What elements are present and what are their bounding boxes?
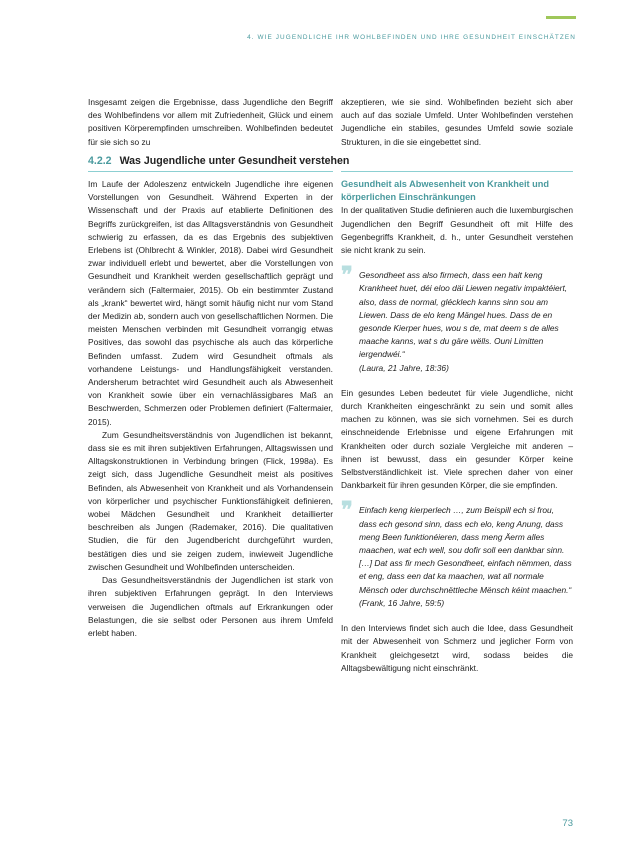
intro-paragraph-right: akzeptieren, wie sie sind. Wohlbefinden bezieht sich aber auch auf das soziale Umfeld. Unter Wohlbefinden verstehen Jugendliche ein stabiles, gesundes Umfeld sowie soziale Strukturen, in die sie eingebettet sind. xyxy=(341,97,573,147)
body-paragraph: In den Interviews findet sich auch die Idee, dass Gesundheit mit der Abwesenheit von Schmerz und jeglicher Form von Krankheit gleichgesetzt wird, sodass beides die Alltagsbewältigung nicht einschränkt. xyxy=(341,623,573,673)
quote-mark-icon: ❞ xyxy=(341,497,353,524)
page-number: 73 xyxy=(562,818,573,829)
section-heading xyxy=(88,155,349,167)
interview-quote xyxy=(341,262,573,375)
heading-rule-right xyxy=(341,171,573,172)
intro-left-column xyxy=(88,96,333,149)
accent-bar xyxy=(546,16,576,19)
quote-text: Gesondheet ass also firmech, dass een halt keng Krankheet huet, déi eloo däi Liewen negativ impaktéiert, also, dass de normal, glécklech kanns sinn sou am Liewen. Dass de elo keng Mängel hues. Dass de en gesonde Kierper hues, wou s de, mat deem s de alles maache kanns, wat s du gäre wëlls. Ouni Limitten iergendwéi.“ xyxy=(359,270,568,360)
main-left-column xyxy=(88,178,333,640)
intro-paragraph-left: Insgesamt zeigen die Ergebnisse, dass Jugendliche den Begriff des Wohlbefindens vor allem mit Zufriedenheit, Glück und einem positiven Körperempfinden umschreiben. Wohlbefinden bedeutet für sie sich so zu xyxy=(88,97,333,147)
quote-text: Einfach keng kierperlech …, zum Beispill ech si frou, dass ech gesond sinn, dass ech elo, keng Anung, dass meng Been funktionéieren, dass meng Äerm alles maachen, wat ech well, sou dofir soll een dankbar sinn. […] Dat ass fir mech Gesondheet, einfach nëmmen, dass et eng, dass een dat ka maachen, wat all normale Mënsch oder durchschnëttleche Mënsch kéint maachen.“ xyxy=(359,505,572,595)
interview-quote xyxy=(341,497,573,610)
body-paragraph: In der qualitativen Studie definieren auch die luxemburgischen Jugendlichen den Begriff Gesundheit oft mit Hilfe des Gegenbegriffs Krankheit, d. h., unter Gesundheit verstehen sie nicht krank zu sein. xyxy=(341,205,573,256)
body-paragraph: Das Gesundheitsverständnis der Jugendlichen ist stark von ihren subjektiven Erfahrungen geprägt. In den Interviews verweisen die Jugendlichen oftmals auf Erkrankungen oder Belastungen, die sie selbst oder Personen aus ihrem Umfeld erlebt haben. xyxy=(88,575,333,638)
intro-right-column xyxy=(341,96,573,149)
heading-rule-left xyxy=(88,171,333,172)
section-number: 4.2.2 xyxy=(88,155,112,167)
quote-source: (Laura, 21 Jahre, 18:36) xyxy=(359,362,449,373)
running-head: 4. WIE JUGENDLICHE IHR WOHLBEFINDEN UND IHRE GESUNDHEIT EINSCHÄTZEN xyxy=(247,34,576,41)
body-paragraph: Im Laufe der Adoleszenz entwickeln Jugendliche ihre eigenen Vorstellungen von Gesundheit. Während Experten in der Wissenschaft und der Praxis auf etablierte Definitionen des Begriffs zurückgreifen, ist das Alltagsverständnis von Gesundheit schwierig zu erfassen, da es das Ergebnis des subjektiven Erlebens ist (Ohlbrecht & Winkler, 2018). Dabei wird Gesundheit zwar individuell erlebt und bewertet, aber die Vorstellungen von Gesundheit und Krankheit werden gesellschaftlich geprägt und verändern sich (Faltermaier, 2015). Ob ein bestimmter Zustand als „krank“ bewertet wird, hängt somit häufig nicht nur vom Stand der Medizin ab, sondern auch von gesellschaftlichen Normen. Die meisten Menschen verbinden mit Gesundheit vorrangig etwas Positives, das sowohl das psychische als auch das körperliche Befinden umfasst. Zudem wird Gesundheit oftmals als vorhandene Leistungs- und Handlungsfähigkeit verstanden. Andersherum betrachtet wird Gesundheit auch als Abwesenheit von Krankheit sowie über ein vernachlässigbares Maß an Beschwerden, Schmerzen oder Problemen definiert (Faltermaier, 2015). xyxy=(88,179,333,427)
body-paragraph: Ein gesundes Leben bedeutet für viele Jugendliche, nicht durch Krankheiten eingeschränkt zu sein und somit alles machen zu können, was sie sich vornehmen. Sei es durch einschneidende Erlebnisse und eigene Erfahrungen mit Krankheiten oder durch soziale Vergleiche mit anderen – ihnen ist bewusst, dass ein gesunder Körper keine Selbstverständlichkeit ist. Viele sprechen daher von einer Dankbarkeit für ihren gesunden Körper, die sie empfinden. xyxy=(341,387,573,491)
quote-mark-icon: ❞ xyxy=(341,262,353,289)
quote-source: (Frank, 16 Jahre, 59:5) xyxy=(359,597,445,608)
main-right-column xyxy=(341,178,573,675)
section-title: Was Jugendliche unter Gesundheit verstehen xyxy=(119,155,350,167)
subheading: Gesundheit als Abwesenheit von Krankheit und körperlichen Einschränkungen xyxy=(341,179,549,203)
body-paragraph: Zum Gesundheitsverständnis von Jugendlichen ist bekannt, dass sie es mit ihren subjektiven Erfahrungen, Alltagswissen und Alltagskonstruktionen in Verbindung bringen (Flick, 1998a). Es zeigt sich, dass Jugendliche Gesundheit meist als positives Befinden, als Abwesenheit von Krankheit und als Vorhandensein von körperlicher und psychischer Funktionsfähigkeit definieren, wobei Mädchen Gesundheit und Krankheit detaillierter beschreiben als Jungen (Rademaker, 2016). Die qualitativen Studien, die für den Jugendbericht durchgeführt wurden, bestätigen dies und sie zeigen zudem, inwieweit Jugendliche zwischen Gesundheit und Wohlbefinden unterscheiden. xyxy=(88,429,333,572)
